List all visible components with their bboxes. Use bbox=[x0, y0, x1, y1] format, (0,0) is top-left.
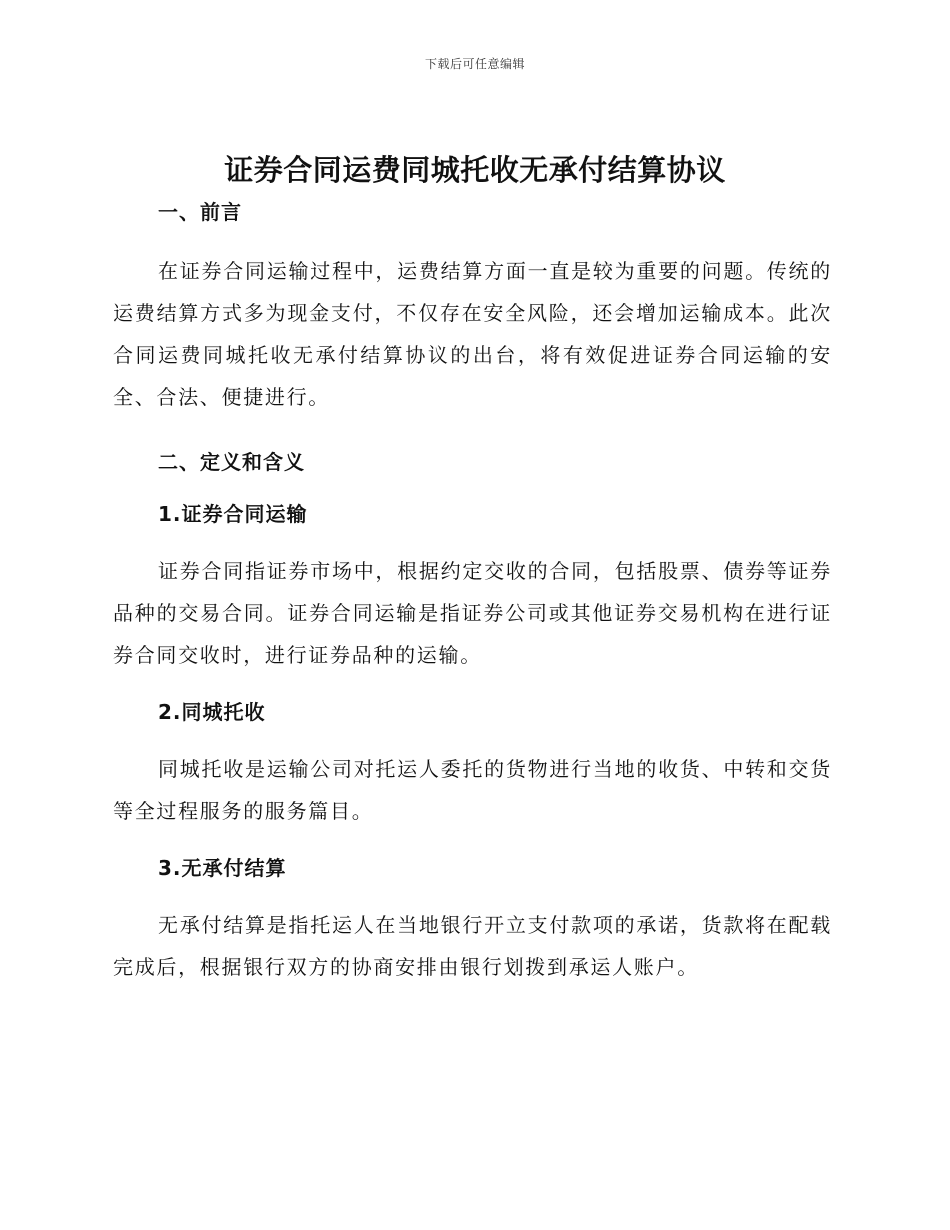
non-acceptance-settlement-paragraph: 无承付结算是指托运人在当地银行开立支付款项的承诺，货款将在配载完成后，根据银行双方的协商安排由银行划拨到承运人账户。 bbox=[113, 913, 832, 979]
document-title: 证券合同运费同城托收无承付结算协议 bbox=[224, 153, 726, 187]
subsection-heading-non-acceptance-settlement: 3.无承付结算 bbox=[158, 856, 287, 880]
document-body bbox=[113, 196, 832, 988]
subsection-heading-securities-contract-transport: 1.证券合同运输 bbox=[158, 502, 308, 526]
securities-contract-transport-paragraph: 证券合同指证券市场中，根据约定交收的合同，包括股票、债券等证券品种的交易合同。证券合同运输是指证券公司或其他证券交易机构在进行证券合同交收时，进行证券品种的运输。 bbox=[113, 559, 832, 667]
preface-paragraph: 在证券合同运输过程中，运费结算方面一直是较为重要的问题。传统的运费结算方式多为现金支付，不仅存在安全风险，还会增加运输成本。此次合同运费同城托收无承付结算协议的出台，将有效促进证券合同运输的安全、合法、便捷进行。 bbox=[113, 259, 832, 409]
local-collection-paragraph: 同城托收是运输公司对托运人委托的货物进行当地的收货、中转和交货等全过程服务的服务篇目。 bbox=[113, 757, 832, 823]
section-heading-preface: 一、前言 bbox=[158, 200, 242, 224]
header-note: 下载后可任意编辑 bbox=[424, 57, 525, 71]
section-heading-definitions: 二、定义和含义 bbox=[158, 450, 305, 474]
subsection-heading-local-collection: 2.同城托收 bbox=[158, 700, 266, 724]
